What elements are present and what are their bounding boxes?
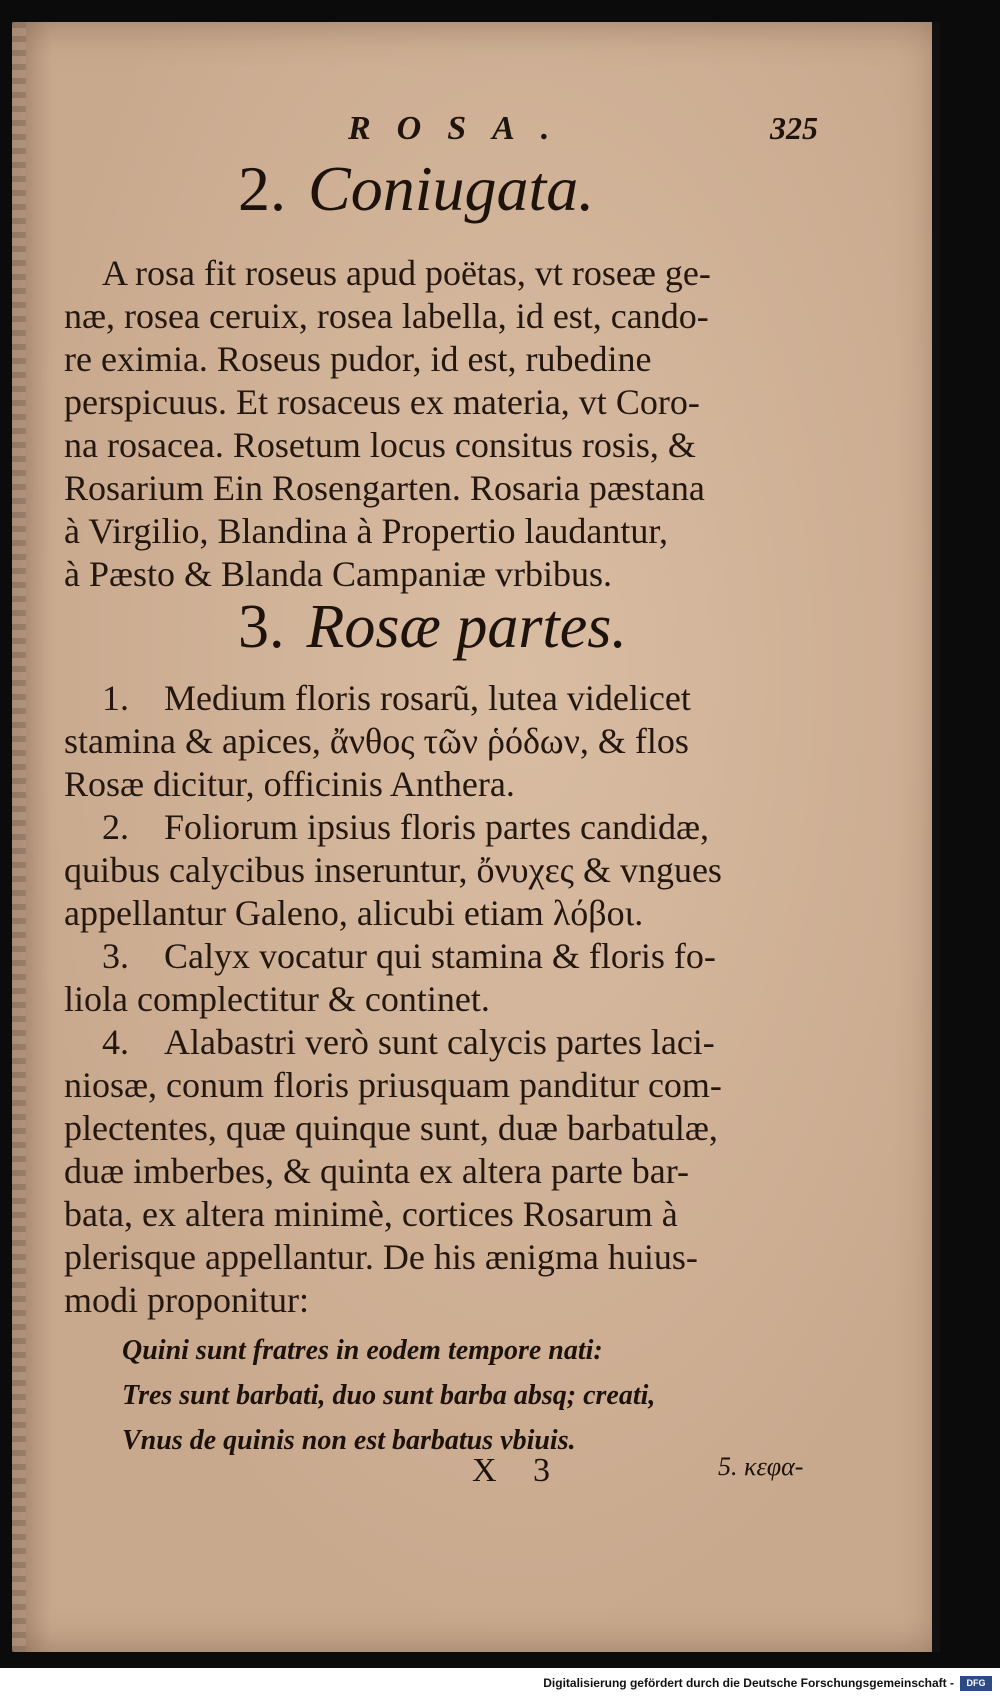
numbered-items [64,677,854,1322]
section-title: Rosæ partes. [306,593,627,661]
section-heading-rosae-partes [238,592,627,663]
page-right-edge [932,22,940,1652]
text-line: quibus calycibus inseruntur, ὄνυχες & vngues [64,850,722,890]
digitization-footer [0,1668,1000,1696]
paragraph-coniugata [64,252,854,596]
dfg-logo: DFG [960,1676,992,1691]
riddle-verse [122,1328,655,1463]
verse-line: Vnus de quinis non est barbatus vbiuis. [122,1425,576,1456]
section-number: 2. [238,153,286,224]
item-number: 1. [102,678,129,718]
text-line: niosæ, conum floris priusquam panditur com- [64,1065,722,1105]
text-line: næ, rosea ceruix, rosea labella, id est, cando- [64,296,709,336]
catchword: 5. κεφα- [718,1452,804,1481]
item-number: 4. [102,1022,129,1062]
text-line: à Pæsto & Blanda Campaniæ vrbibus. [64,554,612,594]
running-head [12,110,940,150]
text-line: plectentes, quæ quinque sunt, duæ barbatulæ, [64,1108,718,1148]
text-line: Rosarium Ein Rosengarten. Rosaria pæstana [64,468,705,508]
text-line: Rosæ dicitur, officinis Anthera. [64,764,515,804]
text-line: modi proponitur: [64,1280,309,1320]
section-heading-coniugata [238,152,594,226]
book-page [12,22,940,1652]
page-number: 325 [770,110,818,146]
section-title: Coniugata. [308,153,595,224]
text-line: plerisque appellantur. De his ænigma huius- [64,1237,698,1277]
text-line: Alabastri verò sunt calycis partes laci- [164,1022,715,1062]
gutter-edge [12,22,26,1652]
text-line: perspicuus. Et rosaceus ex materia, vt Coro- [64,382,700,422]
text-line: à Virgilio, Blandina à Propertio laudantur, [64,511,668,551]
section-number: 3. [238,593,285,661]
text-line: appellantur Galeno, alicubi etiam λόβοι. [64,893,644,933]
footer-credit: Digitalisierung gefördert durch die Deutsche Forschungsgemeinschaft - [543,1676,954,1690]
text-line: liola complectitur & continet. [64,979,490,1019]
text-line: re eximia. Roseus pudor, id est, rubedine [64,339,652,379]
list-item [64,1021,854,1322]
text-line: na rosacea. Rosetum locus consitus rosis, & [64,425,696,465]
text-line: Calyx vocatur qui stamina & floris fo- [164,936,716,976]
text-line: duæ imberbes, & quinta ex altera parte bar- [64,1151,690,1191]
text-line: Foliorum ipsius floris partes candidæ, [164,807,709,847]
verse-line: Quini sunt fratres in eodem tempore nati: [122,1335,603,1366]
text-line: bata, ex altera minimè, cortices Rosarum à [64,1194,678,1234]
text-line: stamina & apices, ἄνθος τῶν ῥόδων, & flos [64,721,689,761]
list-item [64,677,854,806]
text-line: Medium floris rosarũ, lutea videlicet [164,678,691,718]
list-item [64,935,854,1021]
verse-line: Tres sunt barbati, duo sunt barba absq; creati, [122,1380,656,1411]
text-line: A rosa fit roseus apud poëtas, vt roseæ ge- [102,253,711,293]
item-number: 2. [102,807,129,847]
list-item [64,806,854,935]
signature-mark: X 3 [472,1452,565,1489]
item-number: 3. [102,936,129,976]
running-head-title: ROSA. [348,110,576,147]
